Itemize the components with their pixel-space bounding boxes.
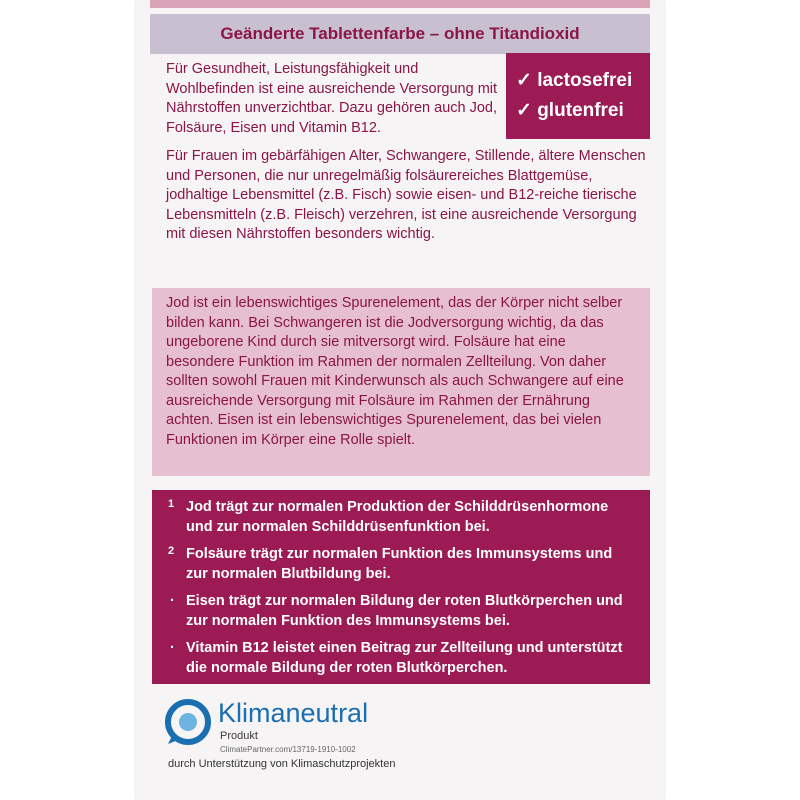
badge-gluten-label: glutenfrei	[537, 100, 624, 121]
claim-text: Eisen trägt zur normalen Bildung der roten Blutkörperchen und zur normalen Funktion des Immunsystems bei.	[186, 593, 623, 629]
climate-subtitle: Produkt	[220, 730, 258, 742]
info-box	[152, 288, 650, 476]
intro-paragraph-1: Für Gesundheit, Leistungsfähigkeit und Wohlbefinden ist eine ausreichende Versorgung mit Nährstoffen unverzichtbar. Dazu gehören auch Jod, Folsäure, Eisen und Vitamin B12.	[166, 61, 498, 136]
claim-item	[166, 498, 636, 537]
health-claims-box	[152, 490, 650, 684]
claim-marker: 2	[168, 545, 175, 557]
check-icon: ✓	[516, 70, 532, 91]
climate-title: Klimaneutral	[218, 698, 369, 728]
intro-paragraph-2: Für Frauen im gebärfähigen Alter, Schwangere, Stillende, ältere Menschen und Personen, die nur unregelmäßig folsäurereiches Blattgemüse, jodhaltige Lebensmittel (z.B. Fisch) sowie eisen- und B12-reiche tierische Lebensmitteln (z.B. Fleisch) verzehren, ist eine ausreichende Versorgung mit diesen Nährstoffen besonders wichtig.	[166, 148, 646, 242]
climate-neutral-label	[164, 698, 464, 798]
info-text: Jod ist ein lebenswichtiges Spurenelement, das der Körper nicht selber bilden kann. Bei Schwangeren ist die Jodversorgung wichtig, da das ungeborene Kind durch sie mitversorgt wird. Folsäure hat eine besondere Funktion im Rahmen der normalen Zellteilung. Von daher sollten sowohl Frauen mit Kinderwunsch als auch Schwangere auf eine ausreichende Versorgung mit Folsäure im Rahmen der Ernährung achten. Eisen ist ein lebenswichtiges Spurenelement, das bei vielen Funktionen im Körper eine Rolle spielt.	[166, 295, 624, 448]
climate-partner-logo-icon	[164, 698, 212, 746]
badge-line-lactose	[516, 66, 650, 96]
claim-text: Jod trägt zur normalen Produktion der Schilddrüsenhormone und zur normalen Schilddrüsenfunktion bei.	[186, 499, 609, 535]
claim-text: Folsäure trägt zur normalen Funktion des Immunsystems und zur normalen Blutbildung bei.	[186, 546, 613, 582]
free-from-badge	[506, 53, 650, 139]
claim-marker: ·	[170, 593, 175, 609]
badge-line-gluten	[516, 96, 650, 126]
check-icon: ✓	[516, 100, 532, 121]
badge-lactose-label: lactosefrei	[537, 70, 633, 91]
claim-marker: ·	[170, 640, 175, 656]
climate-note: durch Unterstützung von Klimaschutzprojekten	[168, 758, 396, 770]
header-title: Geänderte Tablettenfarbe – ohne Titandioxid	[220, 24, 580, 43]
claim-item	[166, 639, 636, 678]
claim-item	[166, 545, 636, 584]
claim-item	[166, 592, 636, 631]
claim-marker: 1	[168, 498, 175, 510]
climate-id: ClimatePartner.com/13719-1910-1002	[220, 745, 356, 754]
header-banner	[150, 14, 650, 54]
claim-text: Vitamin B12 leistet einen Beitrag zur Zellteilung und unterstützt die normale Bildung der roten Blutkörperchen.	[186, 640, 623, 676]
top-color-strip	[150, 0, 650, 8]
